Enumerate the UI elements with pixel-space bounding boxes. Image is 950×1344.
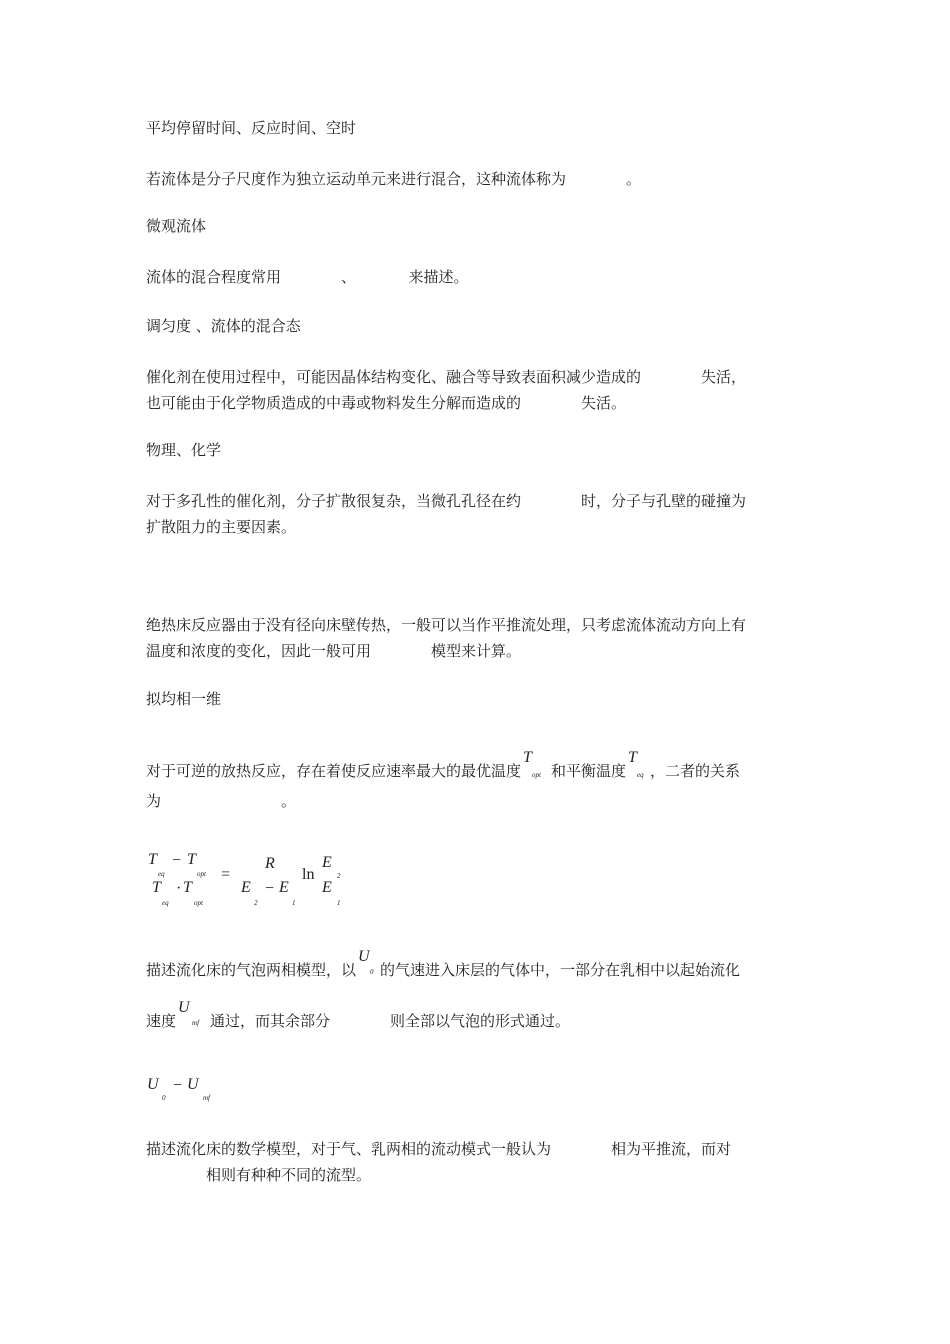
formula-op: · [176, 880, 182, 897]
formula-op: − [172, 852, 182, 869]
formula-symbol: T [183, 879, 192, 896]
formula-symbol: U [147, 1076, 159, 1093]
formula-ln: ln [302, 866, 315, 883]
formula-sub: 0 [162, 1094, 166, 1102]
formula-sub: eq [158, 870, 165, 878]
formula-op: − [265, 880, 275, 897]
formula-sub: opt [197, 870, 206, 878]
answer-text: 微观流体 [146, 217, 207, 235]
t-eq-symbol: T eq [628, 749, 644, 779]
formula-symbol: E [279, 879, 289, 896]
question-text: 温度和浓度的变化，因此一般可用 模型来计算。 [146, 642, 522, 660]
formula-symbol: E [322, 854, 332, 871]
question-part: 速度 [146, 1012, 177, 1030]
question-text: 催化剂在使用过程中，可能因晶体结构变化、融合等导致表面积减少造成的 失活， [146, 368, 747, 386]
question-text: 也可能由于化学物质造成的中毒或物料发生分解而造成的 失活。 [146, 394, 627, 412]
question-part: 通过，而其余部分 则全部以气泡的形式通过。 [210, 1012, 571, 1030]
question-text [146, 948, 741, 984]
t-opt-symbol: T opt [523, 749, 541, 779]
formula-symbol: R [265, 855, 275, 872]
answer-text: 物理、化学 [146, 441, 222, 459]
answer-text: 平均停留时间、反应时间、空时 [146, 119, 357, 137]
question-part: 和平衡温度 [551, 762, 627, 780]
u0-symbol: U 0 [358, 948, 374, 976]
formula-sub: 1 [337, 899, 341, 907]
question-text [146, 749, 741, 785]
formula-sub: 2 [337, 872, 341, 880]
formula-symbol: E [322, 879, 332, 896]
formula-sub: opt [194, 899, 203, 907]
question-text: 相则有种种不同的流型。 [146, 1166, 372, 1184]
question-text: 描述流化床的数学模型，对于气、乳两相的流动模式一般认为 相为平推流，而对 [146, 1140, 732, 1158]
formula-symbol: U [187, 1076, 199, 1093]
answer-text: 拟均相一维 [146, 690, 222, 708]
formula-symbol: T [152, 879, 161, 896]
formula-op: = [221, 866, 231, 883]
question-part: ，二者的关系 [650, 762, 741, 780]
formula-sub: eq [162, 899, 169, 907]
formula-sub: 1 [292, 899, 296, 907]
question-text: 扩散阻力的主要因素。 [146, 518, 297, 536]
formula-symbol: E [241, 879, 251, 896]
question-part: 描述流化床的气泡两相模型，以 [146, 961, 357, 979]
question-text: 绝热床反应器由于没有径向床壁传热，一般可以当作平推流处理，只考虑流体流动方向上有 [146, 616, 747, 634]
question-text [146, 999, 571, 1035]
question-text: 流体的混合程度常用 、 来描述。 [146, 268, 469, 286]
formula-op: − [173, 1077, 183, 1094]
formula-symbol: T [148, 851, 157, 868]
question-part: 的气速进入床层的气体中，一部分在乳相中以起始流化 [380, 961, 741, 979]
formula-sub: mf [203, 1094, 210, 1102]
question-text: 对于多孔性的催化剂，分子扩散很复杂，当微孔孔径在约 时，分子与孔壁的碰撞为 [146, 492, 747, 510]
question-part: 对于可逆的放热反应，存在着使反应速率最大的最优温度 [146, 762, 522, 780]
question-text: 若流体是分子尺度作为独立运动单元来进行混合，这种流体称为 。 [146, 170, 642, 188]
formula-sub: 2 [254, 899, 258, 907]
formula-symbol: T [187, 851, 196, 868]
answer-text: 调匀度 、流体的混合态 [146, 317, 301, 335]
umf-symbol: U mf [178, 999, 200, 1027]
question-text: 为 。 [146, 792, 297, 810]
